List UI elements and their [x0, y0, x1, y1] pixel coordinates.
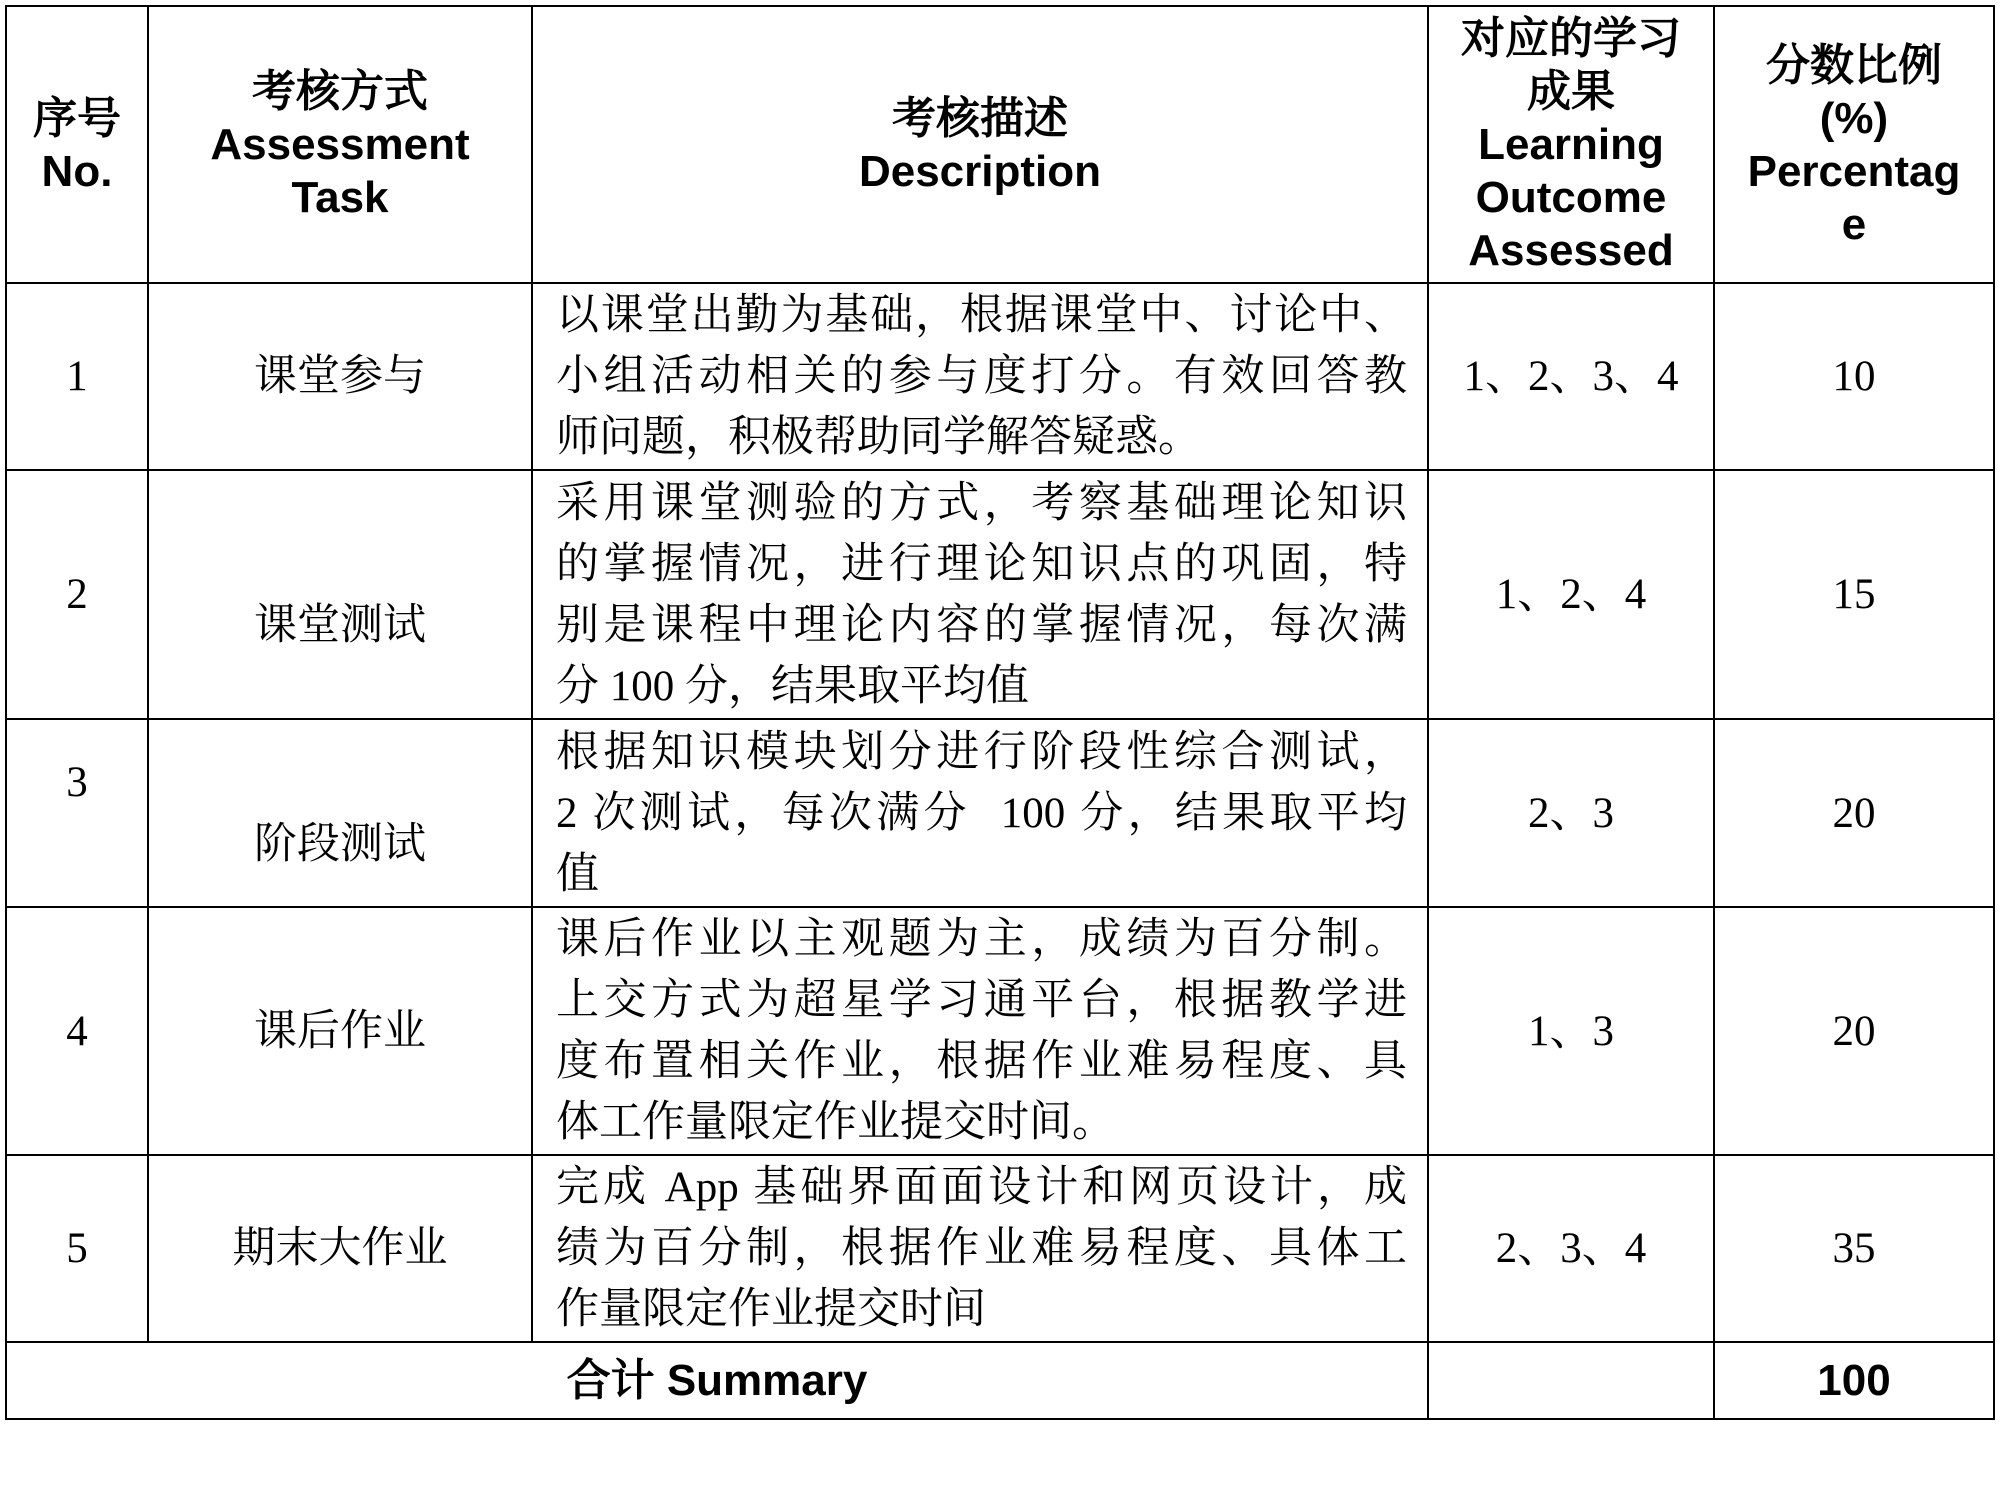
- cell-outcomes: 1、2、3、4: [1428, 283, 1714, 470]
- cell-outcomes: 2、3、4: [1428, 1155, 1714, 1342]
- header-line: Assessed: [1468, 226, 1674, 275]
- description-line: 体工作量限定作业提交时间。: [556, 1099, 1115, 1146]
- description-line: 分 100 分，结果取平均值: [556, 662, 1029, 710]
- cell-no: 5: [6, 1155, 148, 1342]
- table-row: [6, 719, 1994, 907]
- header-assessment-task: [148, 6, 532, 283]
- header-line: Outcome: [1475, 173, 1667, 222]
- assessment-table: [5, 5, 1995, 1420]
- cell-task: 课堂参与: [148, 283, 532, 470]
- description-line: 师问题，积极帮助同学解答疑惑。: [556, 414, 1201, 461]
- cell-task: 课堂测试: [148, 470, 532, 719]
- summary-row: [6, 1342, 1994, 1419]
- description-line: 根据知识模块划分进行阶段性综合测试，: [556, 728, 1407, 776]
- table-row: [6, 1155, 1994, 1342]
- header-line: No.: [41, 146, 113, 196]
- header-line: e: [1841, 199, 1867, 249]
- description-line: 以课堂出勤为基础，根据课堂中、讨论中、: [556, 292, 1407, 339]
- header-description: [532, 6, 1428, 283]
- cell-percentage: 10: [1714, 283, 1994, 470]
- header-row: [6, 6, 1994, 283]
- description-line: 课后作业以主观题为主，成绩为百分制。: [556, 916, 1407, 963]
- cell-description: [532, 1155, 1428, 1342]
- header-line: (%): [1819, 93, 1889, 143]
- summary-outcomes: [1428, 1342, 1714, 1419]
- header-line: Percentag: [1747, 146, 1961, 196]
- cell-percentage: 20: [1714, 907, 1994, 1155]
- cell-no: 2: [6, 470, 148, 719]
- header-learning-outcome: [1428, 6, 1714, 283]
- table-body: [6, 283, 1994, 1419]
- cell-description: [532, 907, 1428, 1155]
- header-percentage: [1714, 6, 1994, 283]
- table-row: [6, 283, 1994, 470]
- header-line: 考核描述: [892, 93, 1068, 143]
- description-line: 2 次测试，每次满分 100 分，结果取平均: [556, 789, 1407, 837]
- cell-outcomes: 2、3: [1428, 719, 1714, 907]
- cell-description: [532, 470, 1428, 719]
- header-line: Learning: [1478, 120, 1664, 169]
- cell-task: 期末大作业: [148, 1155, 532, 1342]
- cell-percentage: 20: [1714, 719, 1994, 907]
- description-line: 值: [556, 850, 599, 898]
- description-line: 完成 App 基础界面面设计和网页设计，成: [556, 1164, 1407, 1211]
- header-line: 分数比例: [1766, 40, 1942, 90]
- cell-task: 阶段测试: [148, 719, 532, 907]
- cell-no: 4: [6, 907, 148, 1155]
- table-header: [6, 6, 1994, 283]
- cell-description: [532, 719, 1428, 907]
- header-line: 序号: [33, 93, 121, 143]
- cell-outcomes: 1、3: [1428, 907, 1714, 1155]
- description-line: 别是课程中理论内容的掌握情况，每次满: [556, 601, 1407, 649]
- header-no: [6, 6, 148, 283]
- description-line: 度布置相关作业，根据作业难易程度、具: [556, 1038, 1407, 1085]
- cell-percentage: 15: [1714, 470, 1994, 719]
- description-line: 上交方式为超星学习通平台，根据教学进: [556, 977, 1407, 1024]
- cell-no: 3: [6, 719, 148, 907]
- description-line: 绩为百分制，根据作业难易程度、具体工: [556, 1225, 1407, 1272]
- cell-no: 1: [6, 283, 148, 470]
- header-line: 对应的学习: [1461, 14, 1681, 63]
- summary-percentage: 100: [1714, 1342, 1994, 1419]
- table-row: [6, 470, 1994, 719]
- description-line: 小组活动相关的参与度打分。有效回答教: [556, 353, 1407, 400]
- cell-percentage: 35: [1714, 1155, 1994, 1342]
- header-line: Task: [291, 173, 389, 222]
- table-row: [6, 907, 1994, 1155]
- description-line: 作量限定作业提交时间: [556, 1286, 986, 1333]
- header-line: Description: [858, 146, 1102, 196]
- description-line: 的掌握情况，进行理论知识点的巩固，特: [556, 540, 1407, 588]
- header-line: 成果: [1527, 67, 1615, 116]
- summary-label: 合计 Summary: [6, 1342, 1428, 1419]
- header-line: Assessment: [210, 120, 470, 169]
- cell-outcomes: 1、2、4: [1428, 470, 1714, 719]
- header-line: 考核方式: [252, 67, 428, 116]
- description-line: 采用课堂测验的方式，考察基础理论知识: [556, 479, 1407, 527]
- cell-description: [532, 283, 1428, 470]
- cell-task: 课后作业: [148, 907, 532, 1155]
